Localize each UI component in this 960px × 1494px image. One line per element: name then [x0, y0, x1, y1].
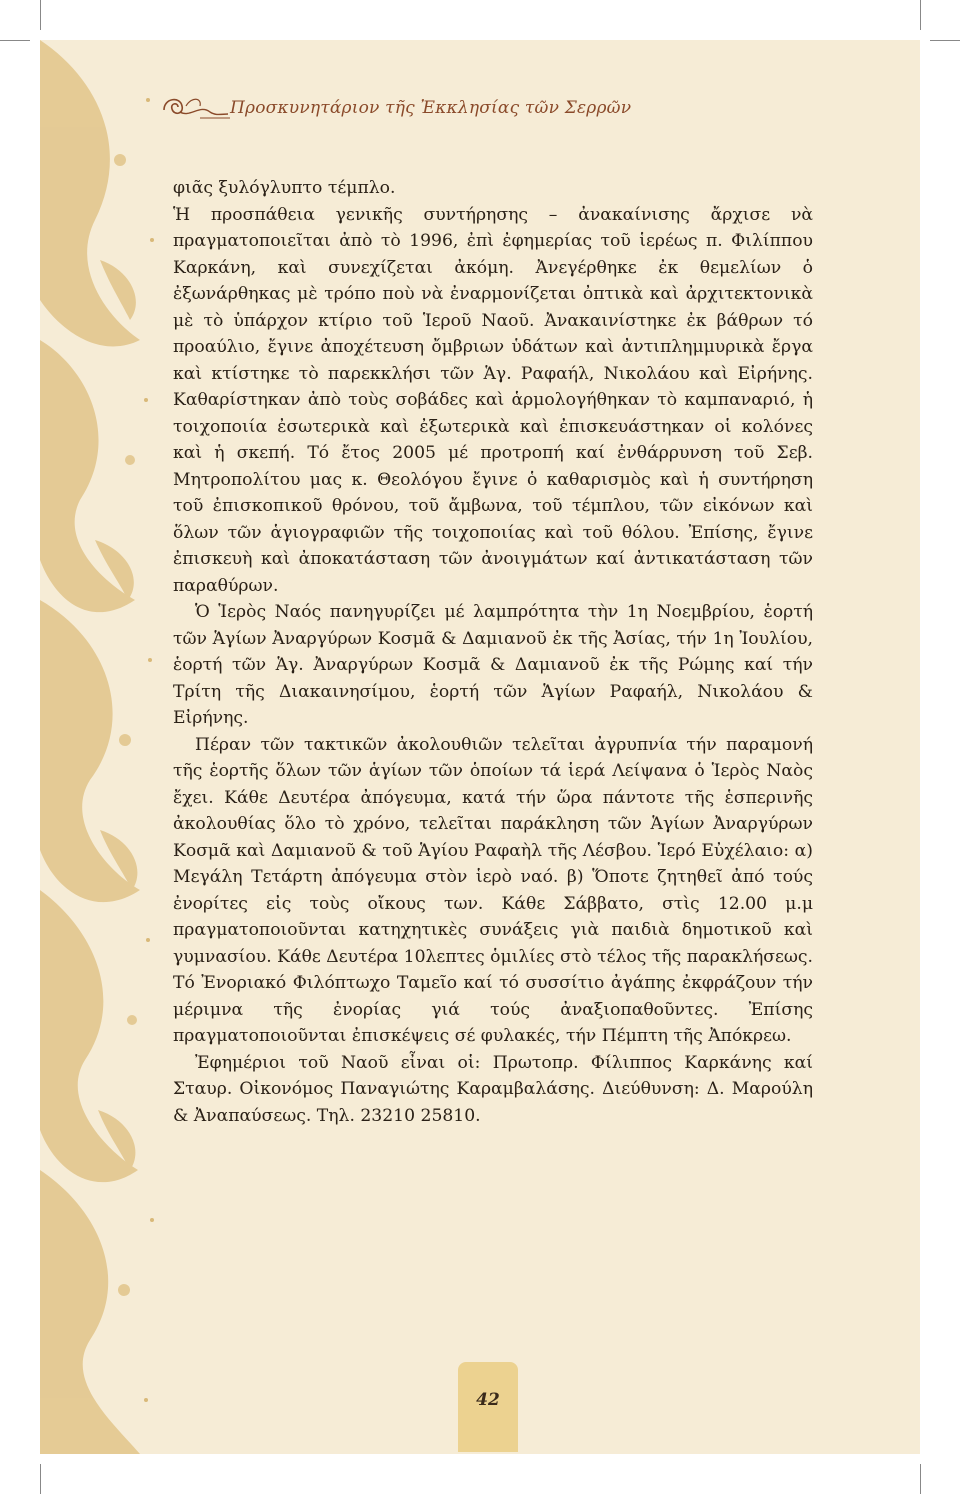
crop-mark-top-left — [40, 0, 41, 30]
crop-mark-top-right — [920, 0, 921, 30]
running-header — [160, 92, 920, 132]
crop-mark-bottom-left — [40, 1464, 41, 1494]
main-text — [173, 175, 813, 1129]
paragraph: Ἐφημέριοι τοῦ Ναοῦ εἶναι οἱ: Πρωτοπρ. Φίλιππος Καρκάνης καί Σταυρ. Οἰκονόμος Παναγιώτης Καραμβαλάσης. Διεύθυνση: Δ. Μαρούλη & Ἀναπαύσεως. Τηλ. 23210 25810. — [173, 1052, 813, 1126]
paragraph: Ἡ προσπάθεια γενικῆς συντήρησης – ἀνακαίνισης ἄρχισε νὰ πραγματοποιεῖται ἀπὸ τὸ 1996, ἐπὶ ἐφημερίας τοῦ ἱερέως π. Φιλίππου Καρκάνη, καὶ συνεχίζεται ἀκόμη. Ἀνεγέρθηκε ἐκ θεμελίων ὁ ἐξωνάρθηκας μὲ τρόπο ποὺ νὰ ἐναρμονίζεται ὀπτικὰ καὶ ἀρχιτεκτονικὰ μὲ τὸ ὑπάρχον κτίριο τοῦ Ἱεροῦ Ναοῦ. Ἀνακαινίστηκε ἐκ βάθρων τό προαύλιο, ἔγινε ἀποχέτευση ὄμβριων ὑδάτων καὶ ἀντιπλημμυρικὰ ἔργα καὶ κτίστηκε τὸ παρεκκλήσι τῶν Ἁγ. Ραφαήλ, Νικολάου καὶ Εἰρήνης. Καθαρίστηκαν ἀπὸ τοὺς σοβάδες καὶ ἁρμολογήθηκαν τὸ καμπαναριό, ἡ τοιχοποιία ἐσωτερικὰ καὶ ἐξωτερικὰ καὶ ἐπισκευάστηκαν οἱ κολόνες καὶ ἡ σκεπή. Τό ἔτος 2005 μέ προτροπή καί ἐνθάρρυνση τοῦ Σεβ. Μητροπολίτου μας κ. Θεολόγου ἔγινε ὁ καθαρισμὸς καὶ ἡ συντήρηση τοῦ ἐπισκοπικοῦ θρόνου, τοῦ ἄμβωνα, τοῦ τέμπλου, τῶν εἰκόνων καὶ ὅλων τῶν ἁγιογραφιῶν τῆς τοιχοποιίας καὶ τοῦ θόλου. Ἐπίσης, ἔγινε ἐπισκευὴ καὶ ἀποκατάσταση τῶν ἀνοιγμάτων καί ἀντικατάσταση τῶν παραθύρων. — [173, 204, 813, 596]
floral-ornament-border — [40, 40, 160, 1454]
paragraph: Πέραν τῶν τακτικῶν ἀκολουθιῶν τελεῖται ἀγρυπνία τήν παραμονή τῆς ἑορτῆς ὅλων τῶν ἁγίων τῶν ὁποίων τά ἱερά Λείψανα ὁ Ἱερὸς Ναὸς ἔχει. Κάθε Δευτέρα ἀπόγευμα, κατά τήν ὥρα πάντοτε τῆς ἑσπερινῆς ἀκολουθίας ὅλο τὸ χρόνο, τελεῖται παράκληση τῶν Ἁγίων Ἀναργύρων Κοσμᾶ καὶ Δαμιανοῦ & τοῦ Ἁγίου Ραφαὴλ τῆς Λέσβου. Ἱερό Εὐχέλαιο: α) Μεγάλη Τετάρτη ἀπόγευμα στὸν ἱερὸ ναό. β) Ὅποτε ζητηθεῖ ἀπό τούς ἐνορίτες εἰς τοὺς οἴκους των. Κάθε Σάββατο, στὶς 12.00 μ.μ πραγματοποιοῦνται κατηχητικὲς συνάξεις γιὰ παιδιὰ δημοτικοῦ καὶ γυμνασίου. Κάθε Δευτέρα 10λεπτες ὁμιλίες στὸ τέλος τῆς παρακλήσεως. Τό Ἐνοριακό Φιλόπτωχο Ταμεῖο καί τό συσσίτιο ἀγάπης ἐκφράζουν τήν μέριμνα τῆς ἐνορίας γιά τούς ἀναξιοπαθοῦντες. Ἐπίσης πραγματοποιοῦνται ἐπισκέψεις σέ φυλακές, τήν Πέμπτη τῆς Ἀπόκρεω. — [173, 734, 813, 1046]
book-page — [40, 40, 920, 1454]
flourish-icon — [160, 92, 230, 122]
page-number-badge — [458, 1362, 518, 1452]
crop-mark-top-right-h — [930, 40, 960, 41]
paragraph: φιᾶς ξυλόγλυπτο τέμπλο. — [173, 178, 396, 198]
paragraph: Ὁ Ἱερὸς Ναός πανηγυρίζει μέ λαμπρότητα τὴν 1η Νοεμβρίου, ἑορτή τῶν Ἁγίων Ἀναργύρων Κοσμᾶ & Δαμιανοῦ ἐκ τῆς Ἀσίας, τήν 1η Ἰουλίου, ἑορτή τῶν Ἁγ. Ἀναργύρων Κοσμᾶ & Δαμιανοῦ ἐκ τῆς Ρώμης καί τήν Τρίτη τῆς Διακαινησίμου, ἑορτή τῶν Ἁγίων Ραφαήλ, Νικολάου & Εἰρήνης. — [173, 602, 813, 728]
page-number: 42 — [476, 1390, 500, 1410]
running-title: Προσκυνητάριον τῆς Ἐκκλησίας τῶν Σερρῶν — [230, 98, 632, 118]
crop-mark-top-left-h — [0, 40, 30, 41]
crop-mark-bottom-right — [920, 1464, 921, 1494]
